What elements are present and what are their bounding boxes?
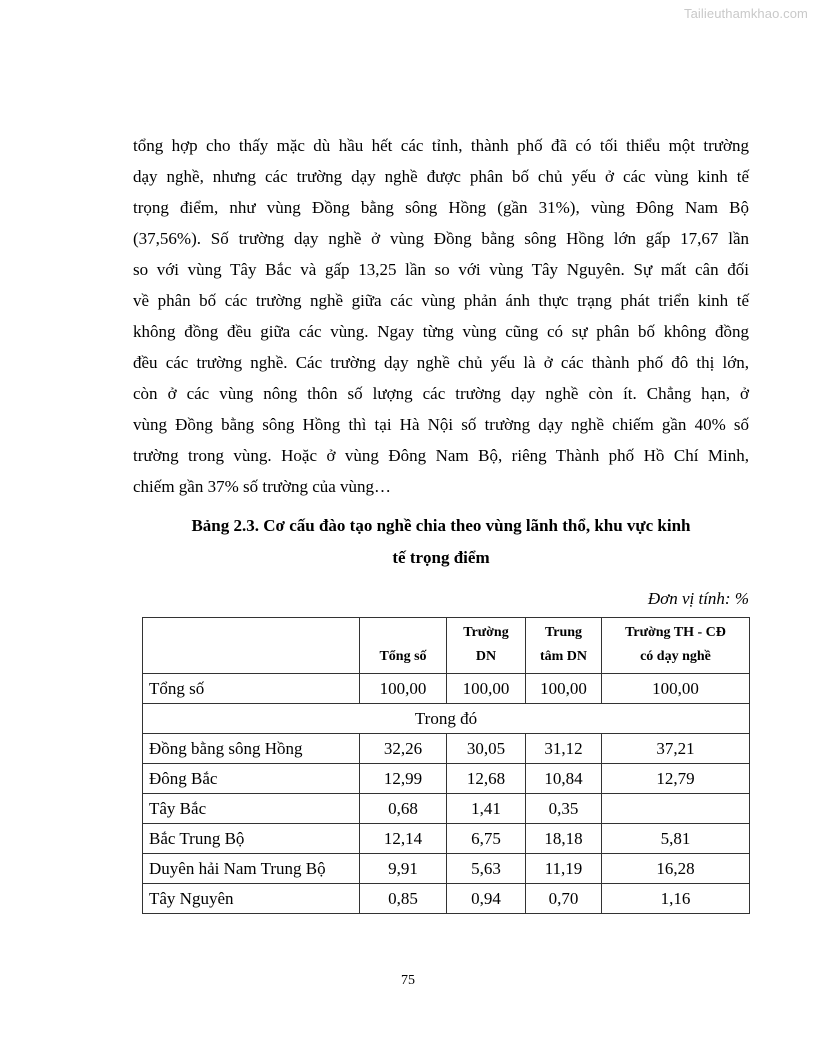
table-cell: 11,19: [526, 854, 602, 884]
paragraph-line: trọng điểm, như vùng Đồng bằng sông Hồng (gần 31%), vùng Đông Nam Bộ: [133, 198, 749, 217]
table-cell: 12,79: [602, 764, 750, 794]
table-row: [143, 884, 750, 914]
paragraph-line: tổng hợp cho thấy mặc dù hầu hết các tỉnh, thành phố đã có tối thiểu một trường: [133, 136, 749, 155]
table-cell: 6,75: [447, 824, 526, 854]
data-table: [142, 617, 750, 914]
paragraph-line: chiếm gần 37% số trường của vùng…: [133, 477, 392, 496]
table-cell: 0,85: [360, 884, 447, 914]
row-label: Tổng số: [143, 674, 360, 704]
table-caption-line1: Bảng 2.3. Cơ cấu đào tạo nghề chia theo vùng lãnh thổ, khu vực kinh: [191, 516, 691, 535]
header-cell: [526, 618, 602, 674]
paragraph-line: dạy nghề, nhưng các trường dạy nghề được phân bố chủ yếu ở các vùng kinh tế: [133, 167, 749, 186]
body-paragraph: [133, 130, 749, 502]
table-row: [143, 734, 750, 764]
table-cell: 18,18: [526, 824, 602, 854]
table-cell: 12,14: [360, 824, 447, 854]
table-cell: 31,12: [526, 734, 602, 764]
table-cell: 5,63: [447, 854, 526, 884]
table-cell: 32,26: [360, 734, 447, 764]
table-total-row: [143, 674, 750, 704]
table-cell: 16,28: [602, 854, 750, 884]
paragraph-line: về phân bố các trường nghề giữa các vùng phản ánh thực trạng phát triển kinh tế: [133, 291, 749, 310]
table-cell: 1,16: [602, 884, 750, 914]
table-header-row: [143, 618, 750, 674]
table-cell: 100,00: [526, 674, 602, 704]
row-label: Tây Nguyên: [143, 884, 360, 914]
unit-label: Đơn vị tính: %: [647, 589, 749, 608]
row-label: Đồng bằng sông Hồng: [143, 734, 360, 764]
page-number: 75: [401, 973, 415, 988]
table-cell: 37,21: [602, 734, 750, 764]
table-cell: 0,68: [360, 794, 447, 824]
row-label: Tây Bắc: [143, 794, 360, 824]
table-cell: 10,84: [526, 764, 602, 794]
paragraph-line: trường trong vùng. Hoặc ở vùng Đông Nam Bộ, riêng Thành phố Hồ Chí Minh,: [133, 446, 749, 465]
table-caption-line2: tế trọng điểm: [392, 548, 490, 567]
table-cell: 0,35: [526, 794, 602, 824]
table-cell: 100,00: [360, 674, 447, 704]
header-text: Trung: [544, 625, 583, 640]
table-cell: [602, 794, 750, 824]
table-subheader-row: [143, 704, 750, 734]
paragraph-line: đều các trường nghề. Các trường dạy nghề chủ yếu là ở các thành phố đô thị lớn,: [133, 353, 749, 372]
table-row: [143, 764, 750, 794]
watermark: Tailieuthamkhao.com: [683, 6, 808, 21]
paragraph-line: vùng Đồng bằng sông Hồng thì tại Hà Nội số trường dạy nghề chiếm gần 40% số: [133, 415, 749, 434]
header-cell: [360, 618, 447, 674]
table-cell: 30,05: [447, 734, 526, 764]
table-row: [143, 824, 750, 854]
table-row: [143, 794, 750, 824]
table-cell: 1,41: [447, 794, 526, 824]
header-cell: [143, 618, 360, 674]
table-cell: 0,94: [447, 884, 526, 914]
table-cell: 100,00: [602, 674, 750, 704]
table-cell: 9,91: [360, 854, 447, 884]
table-cell: 12,68: [447, 764, 526, 794]
header-text: có dạy nghề: [640, 649, 711, 664]
table-cell: 5,81: [602, 824, 750, 854]
header-cell: [447, 618, 526, 674]
row-label: Bắc Trung Bộ: [143, 824, 360, 854]
subheader-cell: Trong đó: [143, 704, 750, 734]
paragraph-line: còn ở các vùng nông thôn số lượng các trường dạy nghề còn ít. Chẳng hạn, ở: [133, 384, 749, 403]
header-text: Trường: [463, 625, 509, 640]
header-text: Trường TH - CĐ: [625, 625, 726, 640]
paragraph-line: không đồng đều giữa các vùng. Ngay từng vùng cũng có sự phân bố không đồng: [133, 322, 749, 341]
paragraph-line: so với vùng Tây Bắc và gấp 13,25 lần so với vùng Tây Nguyên. Sự mất cân đối: [133, 260, 749, 279]
table-row: [143, 854, 750, 884]
row-label: Duyên hải Nam Trung Bộ: [143, 854, 360, 884]
header-cell: [602, 618, 750, 674]
paragraph-line: (37,56%). Số trường dạy nghề ở vùng Đồng bằng sông Hồng lớn gấp 17,67 lần: [133, 229, 749, 248]
row-label: Đông Bắc: [143, 764, 360, 794]
header-text: tâm DN: [539, 649, 588, 664]
table-cell: 12,99: [360, 764, 447, 794]
table-cell: 100,00: [447, 674, 526, 704]
table-cell: 0,70: [526, 884, 602, 914]
header-text: DN: [475, 649, 497, 664]
header-text: Tổng số: [379, 649, 427, 664]
